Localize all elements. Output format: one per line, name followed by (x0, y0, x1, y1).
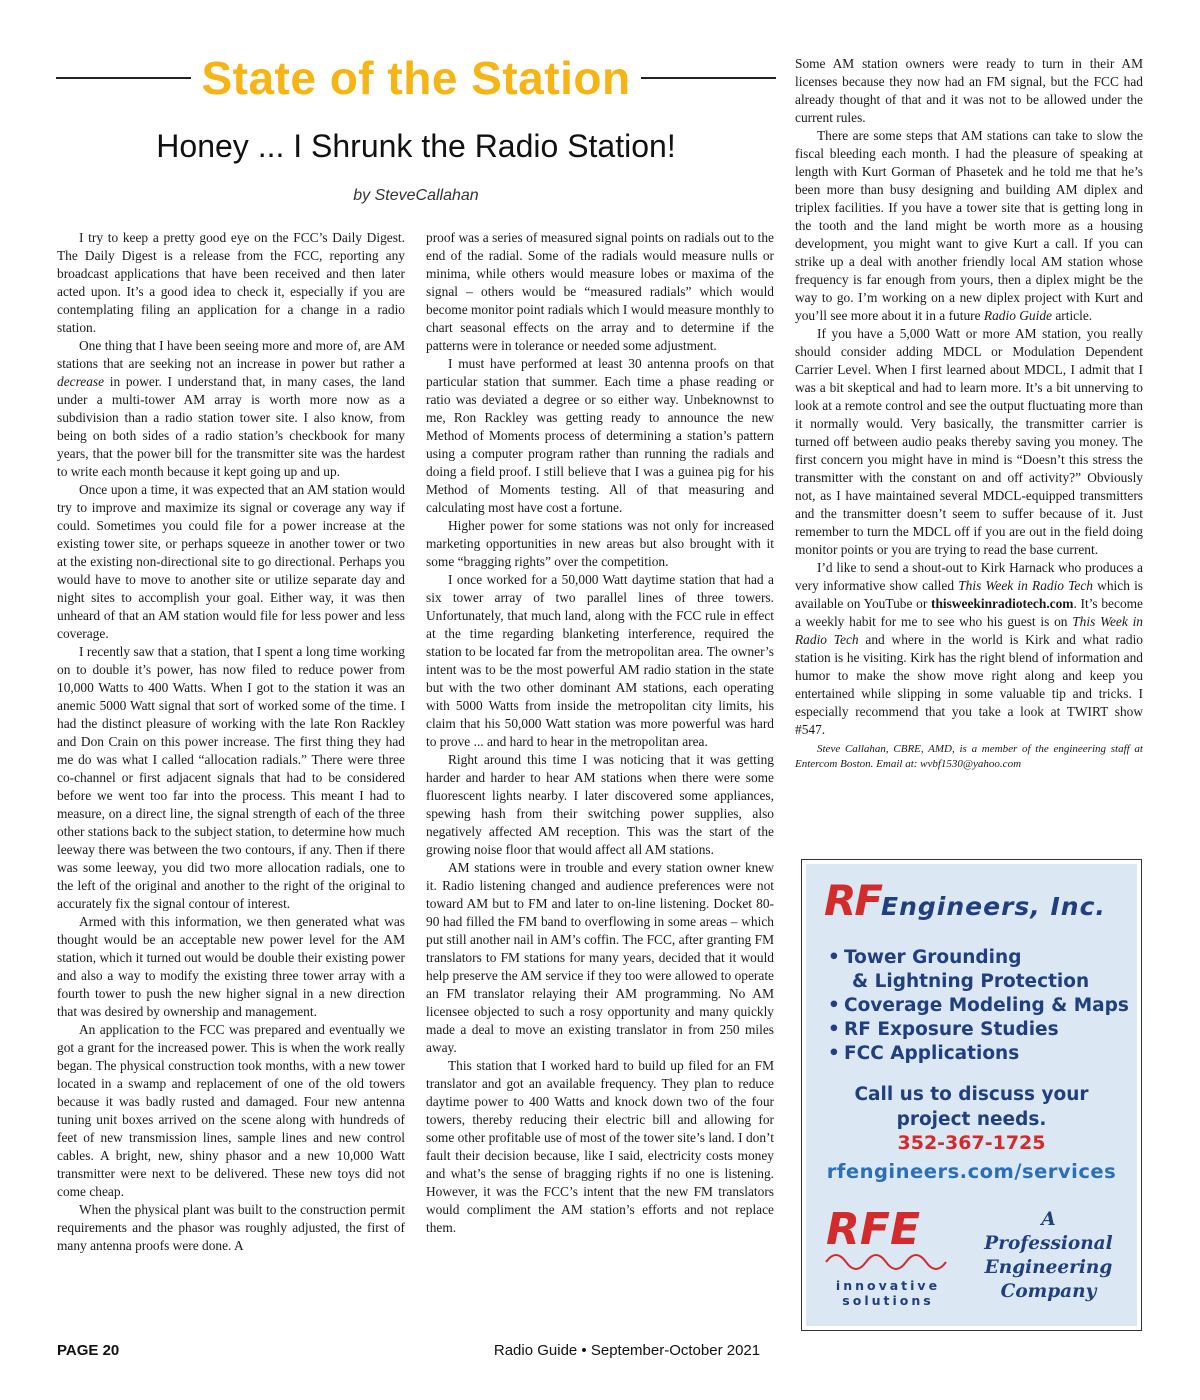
bullet-icon: • (828, 947, 840, 968)
paragraph: I must have performed at least 30 antenna proofs on that particular station that summer. Each time a phase reading or ratio was deviated a degree or so either way. Unbeknownst to me, Ron Rackley was getting ready to announce the new Method of Moments process of determining a station’s pattern using a computer program rather than running the radials and doing a field proof. I still believe that I was a guinea pig for his Method of Moments testing. All of that measuring and calculating most have cost a fortune. (426, 356, 774, 515)
section-title-bar (56, 50, 776, 106)
bullet-icon: • (828, 1043, 840, 1064)
page-number: PAGE 20 (57, 1342, 120, 1359)
paragraph: I try to keep a pretty good eye on the FCC’s Daily Digest. The Daily Digest is a release from the FCC, reporting any broadcast applications that have been received and then later acted upon. It’s a good idea to check it, especially if you are contemplating filing an application for a change in a radio station. (57, 230, 405, 335)
paragraph: Higher power for some stations was not only for increased marketing opportunities in new areas but also brought with it some “bragging rights” over the competition. (426, 518, 774, 569)
publication-info: Radio Guide • September-October 2021 (493, 1342, 761, 1359)
paragraph: Some AM station owners were ready to turn in their AM licenses because they now had an FM signal, but the FCC had already thought of that and it was not to be allowed under the current rules. (795, 56, 1143, 125)
paragraph: Right around this time I was noticing that it was getting harder and harder to hear AM stations when there were some fluorescent lights nearby. I later discovered some appliances, spewing hash from their switching power supplies, also negatively affected AM reception. This was the start of the growing noise floor that would affect all AM stations. (426, 752, 774, 857)
ad-tagline (828, 1278, 948, 1308)
paragraph (57, 337, 405, 481)
ad-logo-rf: RF (824, 876, 882, 925)
sine-wave-icon (826, 1255, 946, 1269)
article-column-1 (57, 229, 405, 1339)
ad-service-text: Tower Grounding (844, 947, 1022, 968)
ad-service-item (828, 970, 1129, 994)
ad-tagline-line: solutions (842, 1293, 934, 1308)
paragraph: I once worked for a 50,000 Watt daytime station that had a six tower array of two parallel lines of three towers. Unfortunately, that much land, along with the FCC rule in effect at the time regarding blanketing interference, required the station to be located far from the metropolitan area. The owner’s intent was to be the most powerful AM radio station in the state but with the two other dominant AM stations, each operating with 5000 Watts from inside the metropolitan city limits, his claim that his 50,000 Watt station was more powerful was hard to prove ... and hard to hear in the metropolitan area. (426, 572, 774, 749)
ad-service-text: RF Exposure Studies (844, 1019, 1059, 1040)
paragraph: proof was a series of measured signal points on radials out to the end of the radial. Some of the radials would measure nulls or minima, while others would measure lobes or maxima of the signal – others would be “measured radials” which would become monitor point radials which I would measure monthly to chart seasonal effects on the array and to determine if the patterns were in tolerance or needed some adjustment. (426, 230, 774, 353)
right-rule (641, 77, 776, 79)
ad-logo-name: Engineers, Inc. (881, 892, 1106, 921)
ad-call-line: project needs. (896, 1109, 1047, 1130)
ad-service-item (828, 1042, 1129, 1066)
ad-slogan (966, 1208, 1131, 1304)
page-footer (57, 1342, 1143, 1362)
ad-slogan-line: Company (1000, 1281, 1097, 1302)
ad-call-line: Call us to discuss your (854, 1084, 1089, 1105)
ad-service-text: Coverage Modeling & Maps (844, 995, 1129, 1016)
article-byline: by SteveCallahan (353, 187, 479, 204)
paragraph: AM stations were in trouble and every station owner knew it. Radio listening changed and audience preferences were not toward AM but to FM and later to on-line listening. Docket 80-90 had filled the FM band to overflowing in some areas – which put still another nail in AM’s coffin. The FCC, after granting FM translators to FM stations for many years, decided that it would help preserve the AM service if they too were allowed to operate an FM translator relaying their AM programming. No AM licensee objected to such a rosy opportunity and many quickly made a deal to move an existing translator in from 250 miles away. (426, 860, 774, 1055)
paragraph: I recently saw that a station, that I spent a long time working on to double it’s power, has now filed to reduce power from 10,000 Watts to 400 Watts. When I got to the station it was an anemic 5000 Watt signal that sort of worked some of the time. I had the distinct pleasure of working with the late Ron Rackley and Don Crain on this power increase. The first thing they had me do was what I called “allocation radials.” There were three co-channel or first adjacent signals that had to be considered before we went too far into the process. This meant I had to measure, on a direct line, the signal strength of each of the three other stations back to the subject station, to determine how much leeway there was between the two contours, if any. Then if there was some leeway, you did two more allocation radials, one to the left of the original and another to the right of the original to accurately fix the signal contour of interest. (57, 644, 405, 911)
section-title: State of the Station (201, 52, 631, 104)
paragraph: If you have a 5,000 Watt or more AM station, you really should consider adding MDCL or Modulation Dependent Carrier Level. When I first learned about MDCL, I admit that I was a bit skeptical and had to learn more. It’s a bit unnerving to look at a remote control and see the output fluctuating more than it normally would. Very basically, the transmitter carrier is turned off between audio peaks thereby saving you money. The first concern you might have in mind is “Doesn’t this stress the transmitter with the constant on and off activity?” Obviously not, as I have maintained several MDCL-equipped transmitters and the transmitter doesn’t seem to suffer because of it. Just remember to turn the MDCL off if you are out in the field doing monitor points or you are trying to read the base current. (795, 326, 1143, 557)
ad-service-text: FCC Applications (844, 1043, 1020, 1064)
article-column-2 (426, 229, 774, 1339)
paragraph: There are some steps that AM stations can take to slow the fiscal bleeding each month. I had the pleasure of speaking at length with Kurt Gorman of Phasetek and he told me that he’s been more than busy designing and building AM diplex and triplex facilities. If you have a tower site that is getting long in the tooth and the land might be worth more as a housing development, you might want to give Kurt a call. If you can strike up a deal with another friendly local AM station whose frequency is far enough from yours, then a diplex might be the way to go. I’m working on a new diplex project with Kurt and you’ll see more about it in a future Radio Guide article. (795, 128, 1143, 323)
ad-service-text: & Lightning Protection (852, 971, 1090, 992)
article-headline: Honey ... I Shrunk the Radio Station! (156, 128, 676, 164)
bullet-icon: • (828, 995, 840, 1016)
bullet-icon: • (828, 1019, 840, 1040)
ad-services-list (828, 946, 1129, 1066)
ad-tagline-line: innovative (835, 1278, 941, 1293)
paragraph: An application to the FCC was prepared and eventually we got a grant for the increased power. This is when the work really began. The physical construction took months, with a new tower located in a swamp and replacement of one of the old towers because it was badly rusted and damaged. Four new antenna tuning unit boxes arrived on the scene along with hundreds of feet of new transmission lines, sample lines and new control cables. A bright, new, shiny phasor and a new 10,000 Watt transmitter were next to be delivered. These new toys did not come cheap. (57, 1022, 405, 1199)
rf-engineers-ad[interactable] (801, 859, 1142, 1331)
ad-logo (824, 876, 1127, 925)
paragraph: I’d like to send a shout-out to Kirk Harnack who produces a very informative show called This Week in Radio Tech which is available on YouTube or thisweekinradiotech.com. It’s become a weekly habit for me to see who his guest is on This Week in Radio Tech and where in the world is Kirk and what radio station is he visiting. Kirk has the right blend of information and humor to make the show move right along and keep you entertained while slipping in some valuable tip and tricks. I especially recommend that you take a look at TWIRT show #547. (795, 560, 1143, 737)
ad-service-item (828, 994, 1129, 1018)
ad-panel (806, 864, 1137, 1326)
ad-call-to-action (806, 1082, 1137, 1132)
author-credit: Steve Callahan, CBRE, AMD, is a member of the engineering staff at Entercom Boston. Email at: wvbf1530@yahoo.com (795, 743, 1143, 770)
article-column-3 (795, 55, 1143, 855)
ad-slogan-line: A (1041, 1209, 1056, 1230)
paragraph: This station that I worked hard to build up filed for an FM translator and got an available frequency. They plan to reduce daytime power to 400 Watts and knock down two of the four towers, thereby reducing their electric bill and allowing for some other profitable use of most of the tower site’s land. I don’t fault their decision because, like I said, electricity costs money and what’s the sense of bragging rights if no one is listening. However, it was the FCC’s intent that the new FM translators would compliment the AM station’s efforts and not replace them. (426, 1058, 774, 1235)
rfe-logo-mark (822, 1204, 952, 1274)
ad-service-item (828, 1018, 1129, 1042)
paragraph: Armed with this information, we then generated what was thought would be an acceptable new power level for the AM station, which it turned out would be double their existing power and also a way to modify the existing three tower array with a fourth tower to push the new higher signal in a new direction that was desired by ownership and management. (57, 914, 405, 1019)
paragraph: When the physical plant was built to the construction permit requirements and the phasor was roughly adjusted, the first of many antenna proofs were done. A (57, 1202, 405, 1253)
paragraph-text: One thing that I have been seeing more and more of, are AM stations that are seeking not an increase in power but rather a decrease in power. I understand that, in many cases, the land under a multi-tower AM array is worth more now as a subdivision than a radio station tower site. I also know, from being on both sides of a radio station’s checkbook for many years, that the power bill for the transmitter site was the hardest to write each month because it kept going up and up. (57, 338, 405, 479)
ad-slogan-line: Professional (984, 1233, 1113, 1254)
ad-service-item (828, 946, 1129, 970)
ad-phone[interactable]: 352-367-1725 (897, 1132, 1046, 1154)
paragraph: Once upon a time, it was expected that an AM station would try to improve and maximize its signal or coverage any way if could. Sometimes you could file for a power increase at the existing tower site, or perhaps squeeze in another tower or two at the existing non-directional site to go directional. Perhaps you would have to move to another site or utilize separate day and night sites to accomplish your goal. Either way, it was then unheard of that an AM station would file for less power and less coverage. (57, 482, 405, 641)
rfe-logo-text: RFE (826, 1204, 920, 1255)
ad-url-link[interactable]: rfengineers.com/services (826, 1160, 1117, 1183)
ad-slogan-line: Engineering (984, 1257, 1113, 1278)
left-rule (56, 77, 191, 79)
